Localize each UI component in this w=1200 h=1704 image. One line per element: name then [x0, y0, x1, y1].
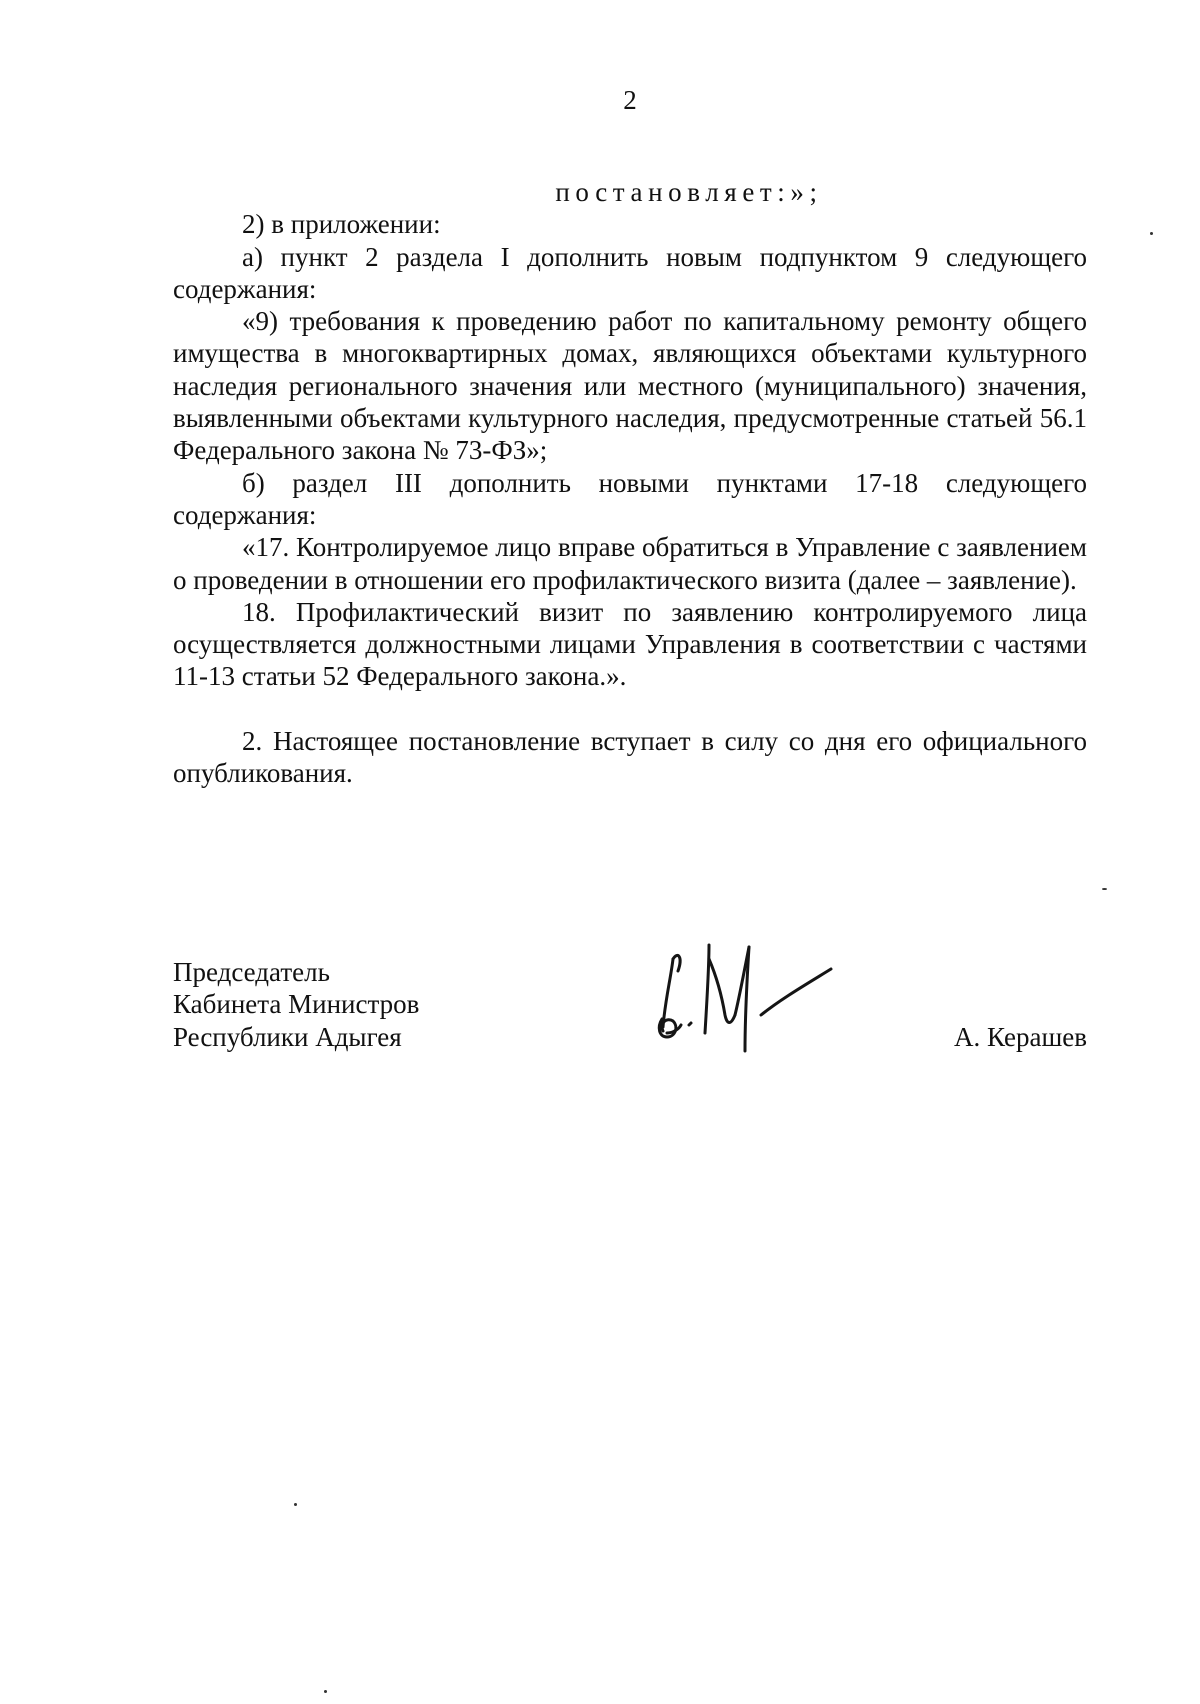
paragraph-item-a: а) пункт 2 раздела I дополнить новым подпунктом 9 следующего содержания: — [173, 241, 1087, 304]
paragraph-item-b: б) раздел III дополнить новыми пунктами 17-18 следующего содержания: — [173, 467, 1087, 530]
paragraph-subitem-9: «9) требования к проведению работ по капитальному ремонту общего имущества в многоквартирных домах, являющихся объектами культурного наследия регионального значения или местного (муниципального) значения, выявленными объектами культурного наследия, предусмотренные статьей 56.1 Федерального закона № 73-ФЗ»; — [173, 306, 1087, 466]
document-body — [173, 176, 1087, 789]
resolution-heading: постановляет:»; — [555, 177, 823, 207]
handwritten-signature — [645, 929, 855, 1059]
scan-speck — [324, 1690, 327, 1693]
paragraph-effective-date: 2. Настоящее постановление вступает в силу со дня его официального опубликования. — [173, 725, 1087, 789]
signer-position-line: Председатель — [173, 957, 330, 987]
scan-speck — [1150, 232, 1153, 235]
paragraph-clause-17: «17. Контролируемое лицо вправе обратиться в Управление с заявлением о проведении в отношении его профилактического визита (далее – заявление). — [173, 532, 1087, 595]
signer-position-line: Республики Адыгея — [173, 1021, 402, 1052]
signature-block — [173, 956, 1087, 1066]
scan-speck — [294, 1503, 297, 1506]
page-number: 2 — [623, 85, 637, 115]
paragraph-annex: 2) в приложении: — [242, 209, 441, 240]
scan-speck — [1102, 888, 1107, 890]
signer-position-line: Кабинета Министров — [173, 989, 420, 1020]
signer-name: А. Керашев — [954, 1022, 1087, 1052]
signer-position — [173, 956, 1087, 1053]
paragraph-clause-18: 18. Профилактический визит по заявлению контролируемого лица осуществляется должностными лицами Управления в соответствии с частями 11-13 статьи 52 Федерального закона.». — [173, 596, 1087, 692]
